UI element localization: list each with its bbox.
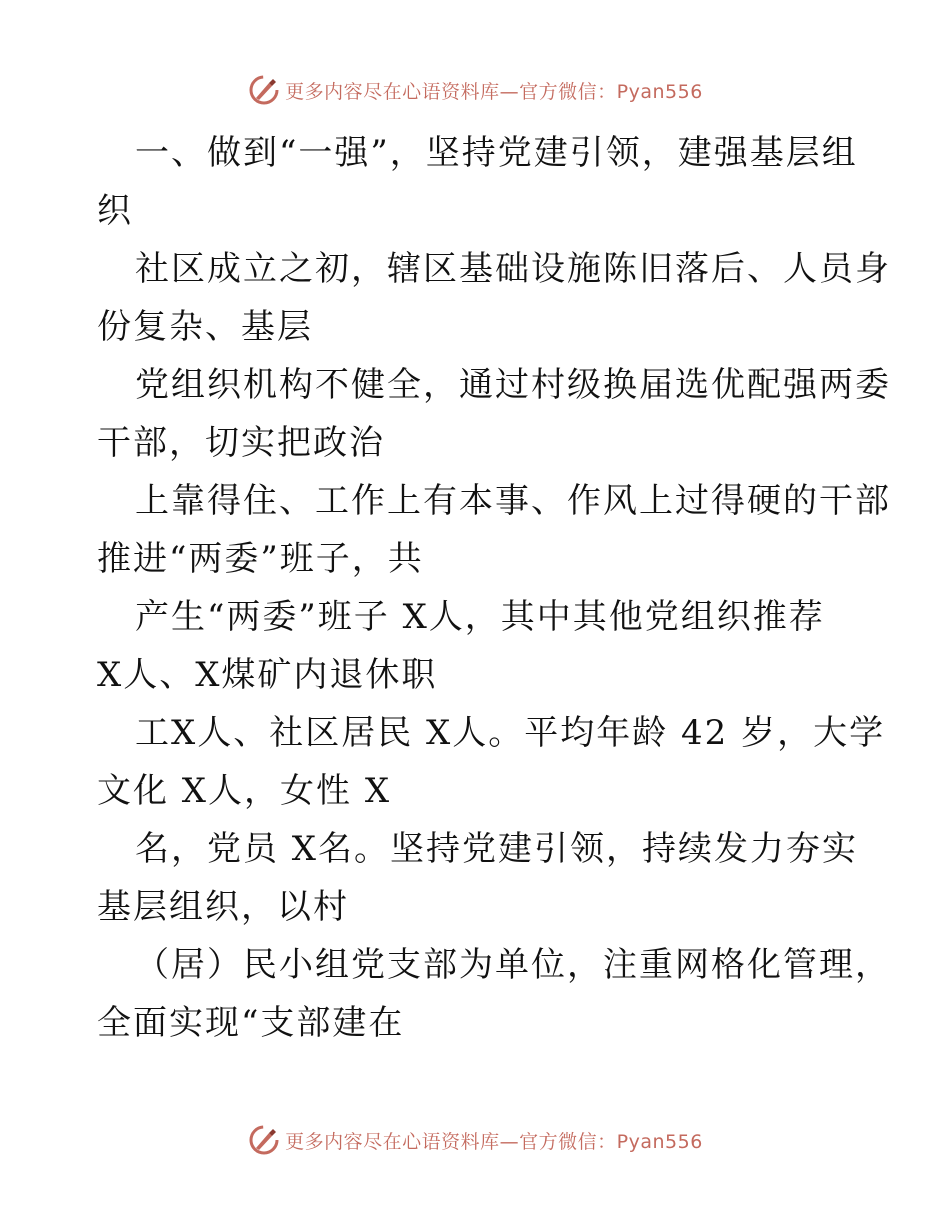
text-line: 党组织机构不健全，通过村级换届选优配强两委 (135, 365, 891, 405)
pen-logo-icon (247, 1123, 281, 1157)
text-line: 社区成立之初，辖区基础设施陈旧落后、人员身 (135, 249, 891, 289)
text-line: X人、X煤矿内退休职 (97, 655, 438, 695)
text-line: 织 (97, 191, 133, 231)
text-line: 上靠得住、工作上有本事、作风上过得硬的干部 (135, 481, 891, 521)
text-line: 一、做到“一强”，坚持党建引领，建强基层组 (135, 133, 858, 173)
text-line: 干部，切实把政治 (97, 423, 385, 463)
text-line: 名，党员 X名。坚持党建引领，持续发力夯实 (135, 829, 859, 869)
text-line: （居）民小组党支部为单位，注重网格化管理， (135, 945, 891, 985)
document-body (97, 124, 891, 1052)
pen-logo-icon (247, 73, 281, 107)
text-line: 推进“两委”班子，共 (97, 539, 424, 579)
text-line: 全面实现“支部建在 (97, 1003, 405, 1043)
text-line: 文化 X人，女性 X (97, 771, 392, 811)
text-line: 产生“两委”班子 X人，其中其他党组织推荐 (135, 597, 825, 637)
watermark-text-bottom: 更多内容尽在心语资料库—官方微信：Pyan556 (285, 1130, 703, 1153)
watermark-text-top: 更多内容尽在心语资料库—官方微信：Pyan556 (285, 80, 703, 103)
text-line: 份复杂、基层 (97, 307, 313, 347)
watermark-banner-bottom (0, 1120, 950, 1160)
text-line: 工X人、社区居民 X人。平均年龄 42 岁，大学 (135, 713, 886, 753)
text-line: 基层组织，以村 (97, 887, 349, 927)
watermark-banner-top (0, 70, 950, 110)
